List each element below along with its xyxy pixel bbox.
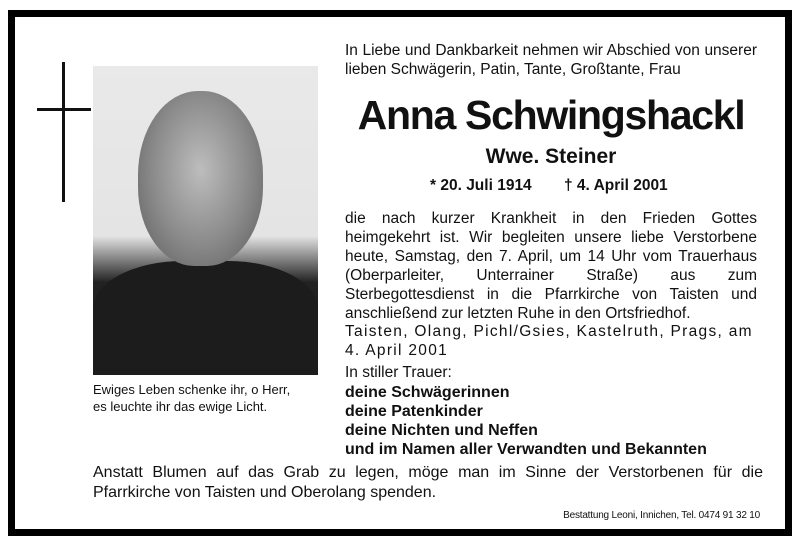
death-date: † 4. April 2001 [564, 177, 668, 194]
cross-icon-bar [37, 108, 91, 111]
mourner: deine Nichten und Neffen [345, 422, 538, 439]
portrait-photo [93, 66, 318, 375]
intro-text: In Liebe und Dankbarkeit nehmen wir Abschied von unserer lieben Schwägerin, Patin, Tante, Großtante, Frau [345, 42, 757, 78]
deceased-name: Anna Schwingshackl [357, 92, 745, 138]
portrait-body [93, 261, 318, 375]
mourner: deine Patenkinder [345, 403, 483, 420]
widow-of: Wwe. Steiner [485, 145, 617, 168]
mourners-list [345, 383, 707, 459]
mourner: deine Schwägerinnen [345, 384, 510, 401]
places-date: Taisten, Olang, Pichl/Gsies, Kastelruth, Prags, am 4. April 2001 [345, 323, 753, 359]
life-dates [430, 177, 696, 195]
caption-line: Ewiges Leben schenke ihr, o Herr, [93, 382, 291, 397]
birth-date: * 20. Juli 1914 [430, 177, 532, 194]
undertaker-info: Bestattung Leoni, Innichen, Tel. 0474 91 32 10 [563, 510, 760, 521]
cross-icon [62, 62, 65, 202]
photo-caption [93, 381, 290, 415]
mourning-label: In stiller Trauer: [345, 364, 452, 381]
portrait-head [138, 91, 263, 266]
donation-note: Anstatt Blumen auf das Grab zu legen, möge man im Sinne der Verstorbenen für die Pfarrkirche von Taisten und Oberolang spenden. [93, 464, 763, 501]
mourner: und im Namen aller Verwandten und Bekannten [345, 441, 707, 458]
funeral-text: die nach kurzer Krankheit in den Frieden Gottes heimgekehrt ist. Wir begleiten unsere liebe Verstorbene heute, Samstag, den 7. April, um 14 Uhr vom Trauerhaus (Oberparleiter, Unterrainer Straße) aus zum Sterbegottesdienst in die Pfarrkirche von Taisten und anschließend zur letzten Ruhe in den Ortsfriedhof. [345, 210, 757, 322]
caption-line: es leuchte ihr das ewige Licht. [93, 399, 268, 414]
